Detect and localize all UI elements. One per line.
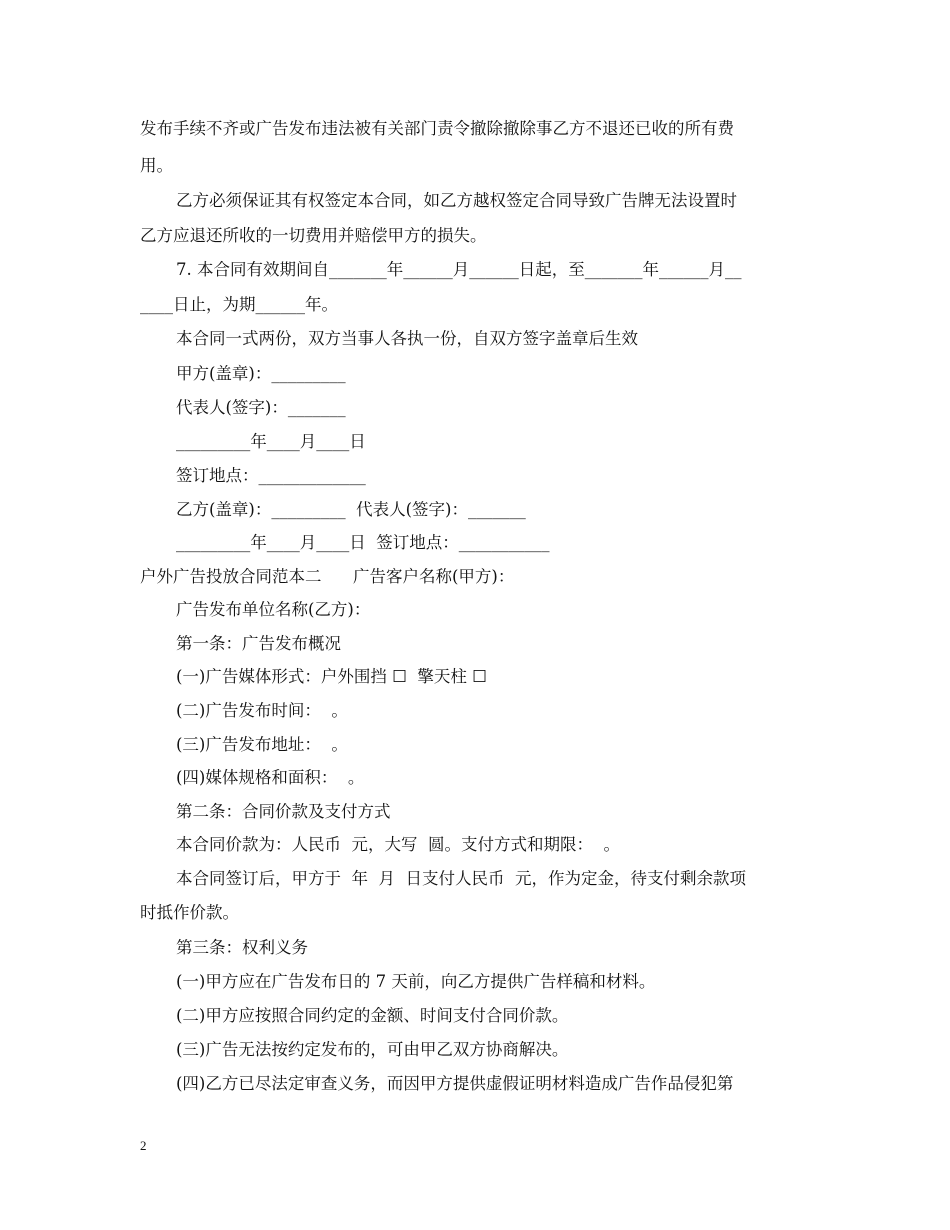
text-line-17: (一)广告媒体形式：户外围挡 ☐ 擎天柱 ☐ xyxy=(176,667,487,686)
text-line-21: 第二条：合同价款及支付方式 xyxy=(176,802,391,821)
text-line-2: 用。 xyxy=(140,156,173,175)
text-line-5: 7. 本合同有效期间自_______年______月______日起，至_______年______月__ xyxy=(176,260,742,279)
text-line-11: 签订地点：_____________ xyxy=(176,466,366,485)
text-line-7: 本合同一式两份，双方当事人各执一份，自双方签字盖章后生效 xyxy=(176,329,638,348)
text-line-1: 发布手续不齐或广告发布违法被有关部门责令撤除撤除事乙方不退还已收的所有费 xyxy=(140,119,734,138)
text-line-24: 时抵作价款。 xyxy=(140,903,239,922)
text-line-16: 第一条：广告发布概况 xyxy=(176,634,341,653)
page-number: 2 xyxy=(140,1138,147,1153)
text-line-18: (二)广告发布时间： 。 xyxy=(176,701,348,720)
text-line-28: (三)广告无法按约定发布的，可由甲乙双方协商解决。 xyxy=(176,1040,569,1059)
text-line-8: 甲方(盖章)：_________ xyxy=(176,364,346,383)
text-line-22: 本合同价款为：人民币 元，大写 圆。支付方式和期限： 。 xyxy=(176,835,620,854)
text-line-27: (二)甲方应按照合同约定的金额、时间支付合同价款。 xyxy=(176,1006,569,1025)
text-line-3: 乙方必须保证其有权签定本合同，如乙方越权签定合同导致广告牌无法设置时 xyxy=(176,191,737,210)
text-line-10: _________年____月____日 xyxy=(176,432,366,451)
text-line-15: 广告发布单位名称(乙方)： xyxy=(176,600,371,619)
text-line-12: 乙方(盖章)：_________ 代表人(签字)：_______ xyxy=(176,500,526,519)
text-line-26: (一)甲方应在广告发布日的 7 天前，向乙方提供广告样稿和材料。 xyxy=(176,972,656,991)
text-line-14: 户外广告投放合同范本二 广告客户名称(甲方)： xyxy=(140,567,515,586)
text-line-4: 乙方应退还所收的一切费用并赔偿甲方的损失。 xyxy=(140,226,487,245)
text-line-9: 代表人(签字)：_______ xyxy=(176,398,346,417)
text-line-25: 第三条：权利义务 xyxy=(176,938,308,957)
text-line-13: _________年____月____日 签订地点：___________ xyxy=(176,533,550,552)
text-line-6: ____日止，为期______年。 xyxy=(140,295,338,314)
text-line-29: (四)乙方已尽法定审查义务，而因甲方提供虚假证明材料造成广告作品侵犯第 xyxy=(176,1074,734,1093)
text-line-19: (三)广告发布地址： 。 xyxy=(176,735,348,754)
text-line-23: 本合同签订后，甲方于 年 月 日支付人民币 元，作为定金，待支付剩余款项 xyxy=(176,869,746,888)
text-line-20: (四)媒体规格和面积： 。 xyxy=(176,768,365,787)
